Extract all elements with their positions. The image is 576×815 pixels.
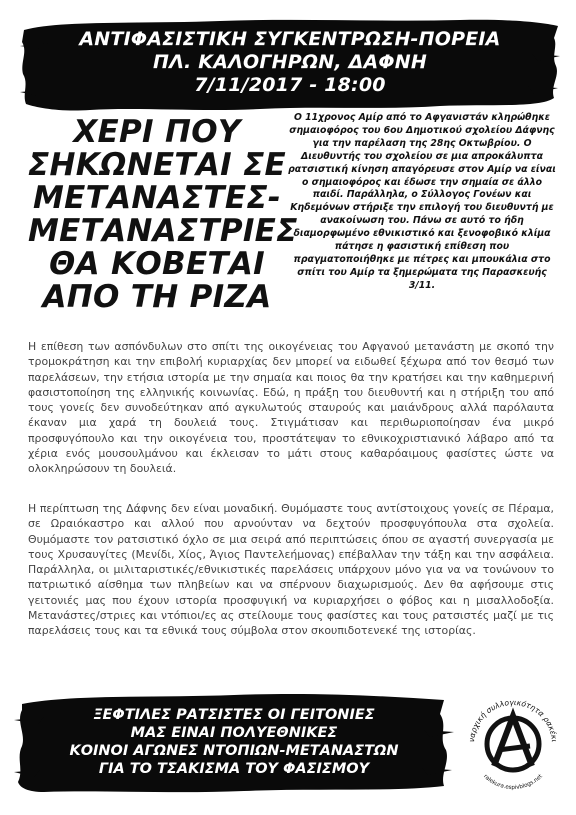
headline-line: ΜΕΤΑΝΑΣΤΡΙΕΣ [28, 213, 298, 249]
circle-a-icon [458, 686, 568, 796]
headline-line: ΑΠΟ ΤΗ ΡΙΖΑ [42, 279, 272, 315]
logo-circle-text: ναρχική συλλογικότητα ρακέκι [467, 697, 559, 743]
headline [28, 114, 298, 315]
headline-line: ΣΗΚΩΝΕΤΑΙ ΣΕ [28, 147, 287, 183]
logo-url-text: ralekura.espivblogs.net [482, 773, 544, 792]
top-banner [20, 16, 560, 114]
body-paragraph: Η επίθεση των ασπόνδυλων στο σπίτι της οικογένειας του Αφγανού μετανάστη με σκοπό την τρομοκράτηση και την επιβολή κυριαρχίας δεν μπορεί να ειδωθεί ξέχωρα από τον θεσμό των παρελάσεων, την ετήσια ιστορία με την σημαία και ποιος θα την κρατήσει και την καθημερινή φασιστοποίηση της ελληνικής κοινωνίας. Εδώ, η πράξη του διευθυντή και η στήριξη του από τους γονείς δεν συνοδεύτηκαν από αγκυλωτούς σταυρούς και μαιάνδρους αλλά παρόλαυτα έκαναν μια χαρά τη δουλειά τους. Στιγμάτισαν και περιθωριοποίησαν ένα μικρό προσφυγόπουλο και την οικογένεια του, προστάτεψαν το εθνικοχριστιανικό λάβαρο από τα χέρια ενός μουσουλμάνου και έκλεισαν το μάτι στους καθαρόαιμους φασίστες ώστε να ολοκληρώσουν τη δουλειά. [28, 340, 554, 476]
event-datetime: 7/11/2017 - 18:00 [194, 74, 386, 96]
bottom-banner [14, 686, 454, 798]
headline-line: ΜΕΤΑΝΑΣΤΕΣ- [33, 180, 281, 216]
headline-line: ΧΕΡΙ ΠΟΥ [73, 114, 241, 150]
slogan-line: ΞΕΦΤΙΛΕΣ ΡΑΤΣΙΣΤΕΣ ΟΙ ΓΕΙΤΟΝΙΕΣ [93, 707, 375, 723]
event-location: ΠΛ. ΚΑΛΟΓΗΡΩΝ, ΔΑΦΝΗ [153, 51, 427, 73]
svg-text:ralekura.espivblogs.net [482, 773, 544, 791]
intro-text: Ο 11χρονος Αμίρ από το Αφγανιστάν κληρώθηκε σημαιοφόρος του 6ου Δημοτικού σχολείου Δάφνης για την παρέλαση της 28ης Οκτωβρίου. Ο Διευθυντής του σχολείου σε μια απροκάλυπτα ρατσιστική κίνηση απαγόρευσε στον Αμίρ να είναι ο σημαιοφόρος και έδωσε την σημαία σε άλλο παιδί. Παράλληλα, ο Σύλλογος Γονέων και Κηδεμόνων στήριξε την επιλογή του διευθυντή με ανακοίνωση του. Πάνω σε αυτό το ήδη διαμορφωμένο εθνικιστικό και ξενοφοβικό κλίμα πάτησε η φασιστική επίθεση που πραγματοποιήθηκε με πέτρες και μπουκάλια στο σπίτι του Αμίρ τα ξημερώματα της Παρασκευής 3/11. [288, 112, 556, 291]
collective-logo [458, 686, 568, 796]
body-paragraph: Η περίπτωση της Δάφνης δεν είναι μοναδική. Θυμόμαστε τους αντίστοιχους γονείς σε Πέραμα, σε Ωραιόκαστρο και αλλού που αρνούνταν να δεχτούν προσφυγόπουλα στα σχολεία. Θυμόμαστε τον ρατσιστικό όχλο σε μια σειρά από περιπτώσεις όπου σε αγαστή συνεργασία με τους Χρυσαυγίτες (Μενίδι, Χίος, Άγιος Παντελεήμονας) επέβαλλαν την τάξη και την ασφάλεια. Παράλληλα, οι μιλιταριστικές/εθνικιστικές παρελάσεις υπάρχουν μόνο για να να τονώνουν το πατριωτικό αίσθημα των πληβείων και να σπέρνουν διαχωρισμούς. Δεν θα αφήσουμε στις γειτονιές μας που έχουν ιστορία προσφυγική να κυριαρχήσει ο φόβος και η μισαλλοδοξία. Μετανάστες/στριες και ντόπιοι/ες ας στείλουμε τους φασίστες και τους ρατσιστές μαζί με τις παρελάσεις τους και τα εθνικά τους σύμβολα στον σκουπιδοτενεκέ της ιστορίας. [28, 502, 554, 638]
slogan-line: ΚΟΙΝΟΙ ΑΓΩΝΕΣ ΝΤΟΠΙΩΝ-ΜΕΤΑΝΑΣΤΩΝ [69, 743, 399, 759]
headline-line: ΘΑ ΚΟΒΕΤΑΙ [49, 246, 265, 282]
slogan-line: ΓΙΑ ΤΟ ΤΣΑΚΙΣΜΑ ΤΟΥ ΦΑΣΙΣΜΟΥ [98, 761, 370, 777]
event-title: ΑΝΤΙΦΑΣΙΣΤΙΚΗ ΣΥΓΚΕΝΤΡΩΣΗ-ΠΟΡΕΙΑ [79, 28, 501, 50]
slogan-line: ΜΑΣ ΕΙΝΑΙ ΠΟΛΥΕΘΝΙΚΕΣ [130, 725, 338, 741]
